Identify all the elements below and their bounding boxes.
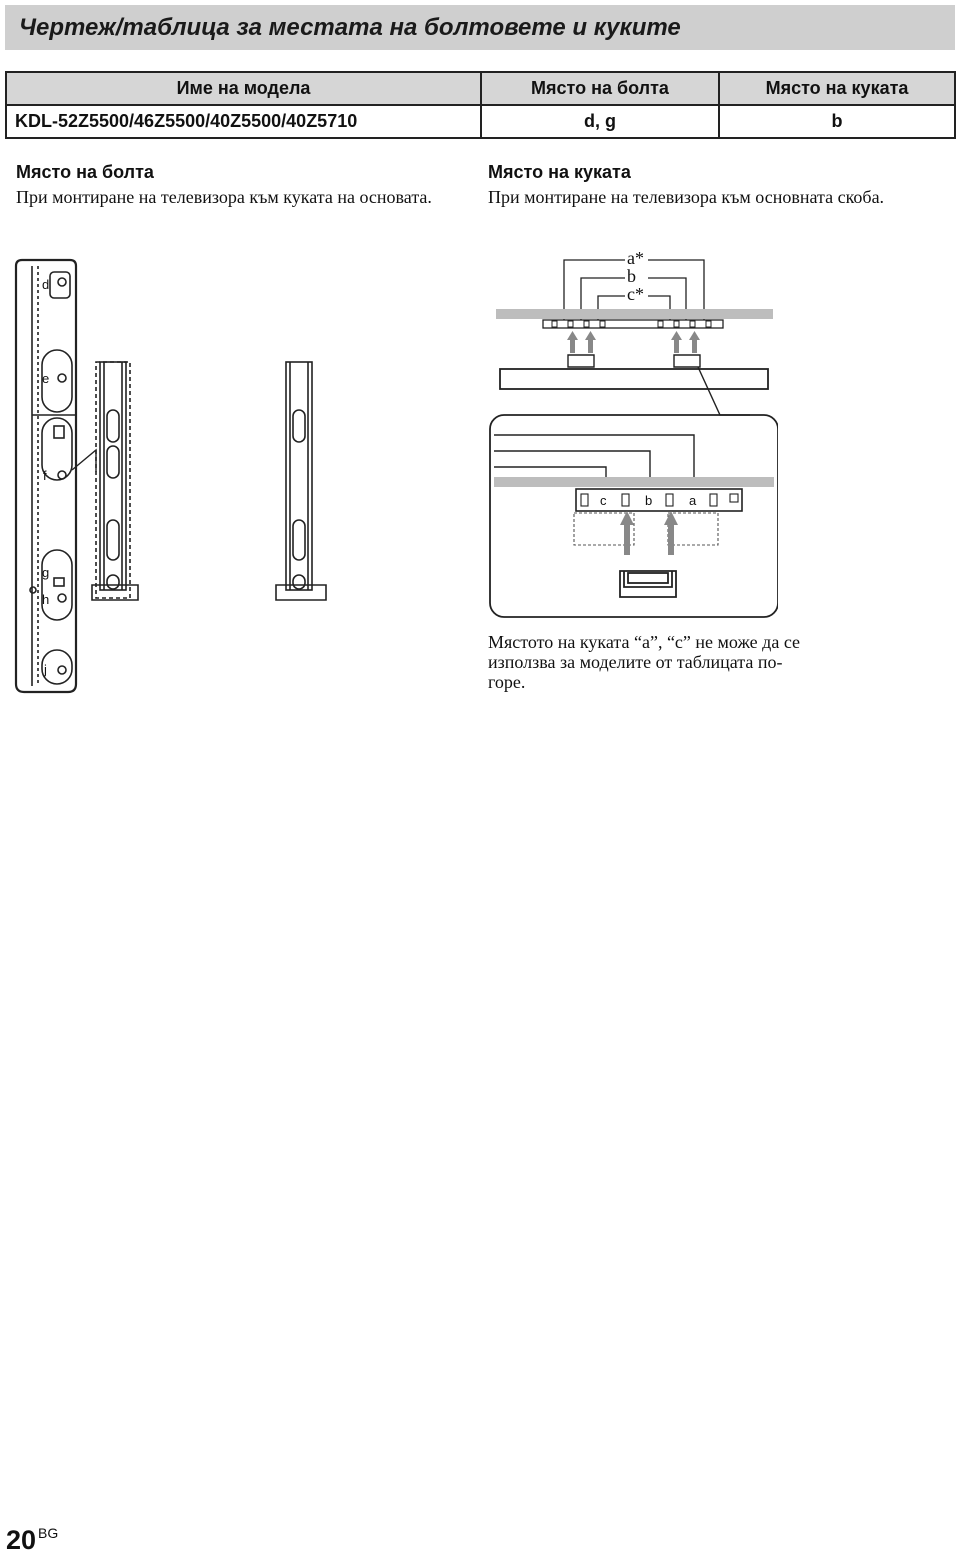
bolt-label-h: h [42,592,50,607]
hook-detail-label-b: b [645,493,653,508]
title-banner [5,5,955,50]
hook-location-diagram [488,245,778,620]
page-title: Чертеж/таблица за местата на болтовете и куките [19,14,681,41]
cell-hook: b [719,105,955,138]
bolt-location-diagram [10,250,340,700]
page-number-value: 20 [6,1525,37,1555]
hook-detail-label-c: c [600,493,607,508]
hook-label-b: b [627,266,636,286]
bolt-label-f: f [43,468,47,483]
hook-section-title: Място на куката [488,162,631,182]
table-header-row [6,72,955,105]
cell-bolt: d, g [481,105,719,138]
hook-label-c: c* [627,284,644,304]
hook-label-a: a* [627,248,644,268]
table-row [6,105,955,138]
bolt-label-d: d [42,277,50,292]
header-model: Име на модела [6,72,481,105]
hook-detail-label-a: a [689,493,697,508]
bolt-label-g: g [42,565,50,580]
hook-section-text: При монтиране на телевизора към основната скоба. [488,187,885,207]
bolt-section-title: Място на болта [16,162,154,182]
bolt-section-text: При монтиране на телевизора към куката на основата. [16,187,432,207]
page-number [6,1525,58,1556]
bolt-label-j: j [44,662,47,677]
bolt-label-e: e [42,371,50,386]
page-language: BG [38,1525,59,1541]
header-hook: Място на куката [719,72,955,105]
model-table [5,71,956,139]
cell-model: KDL-52Z5500/46Z5500/40Z5500/40Z5710 [6,105,481,138]
header-bolt: Място на болта [481,72,719,105]
hook-note: Мястото на куката “a”, “c” не може да се използва за моделите от таблицата по-горе. [488,632,801,692]
